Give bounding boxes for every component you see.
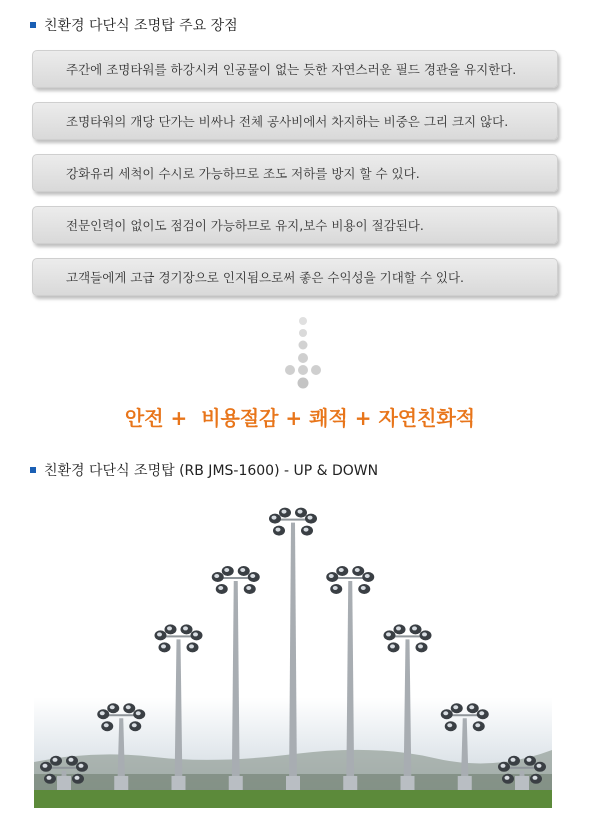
advantage-item: 강화유리 세척이 수시로 가능하므로 조도 저하를 방지 할 수 있다. bbox=[32, 154, 558, 192]
advantage-item: 조명타워의 개당 단가는 비싸나 전체 공사비에서 차지하는 비중은 그리 크지 않다. bbox=[32, 102, 558, 140]
section1-title: 친환경 다단식 조명탑 주요 장점 bbox=[30, 15, 238, 35]
advantage-item: 주간에 조명타워를 하강시켜 인공물이 없는 듯한 자연스러운 필드 경관을 유지한다. bbox=[32, 50, 558, 88]
lighting-tower bbox=[212, 566, 260, 790]
slogan: 안전 + 비용절감 + 쾌적 + 자연친화적 bbox=[124, 406, 476, 430]
advantage-item: 고객들에게 고급 경기장으로 인지됨으로써 좋은 수익성을 기대할 수 있다. bbox=[32, 258, 558, 296]
section2-title: 친환경 다단식 조명탑 (RB JMS-1600) - UP & DOWN bbox=[30, 460, 378, 480]
lighting-tower bbox=[269, 508, 317, 790]
bullet-icon bbox=[30, 467, 36, 473]
lighting-tower-photo bbox=[34, 492, 552, 808]
advantage-item: 전문인력이 없이도 점검이 가능하므로 유지,보수 비용이 절감된다. bbox=[32, 206, 558, 244]
down-arrow-icon bbox=[0, 0, 600, 400]
towers-illustration bbox=[34, 492, 552, 808]
